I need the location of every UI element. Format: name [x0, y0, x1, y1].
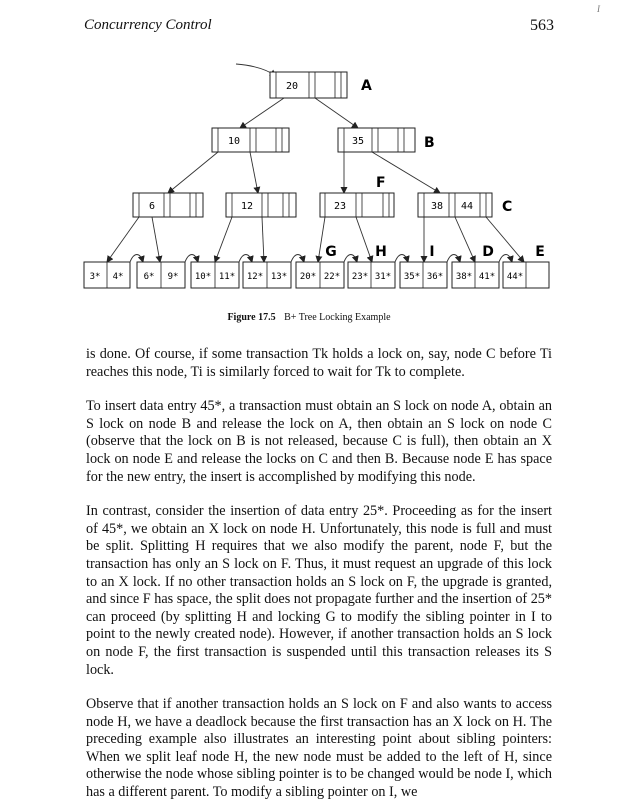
page-number: 563 [530, 17, 554, 34]
leaf-23-31 [348, 262, 395, 288]
figure-caption-text: B+ Tree Locking Example [284, 312, 391, 323]
key-12: 12 [240, 201, 254, 212]
figure-caption [0, 312, 618, 323]
leaf-entry: 44* [506, 272, 524, 282]
leaf-entry: 4* [112, 272, 124, 282]
leaf-entry: 13* [270, 272, 288, 282]
leaf-entry: 23* [351, 272, 369, 282]
bplus-tree-diagram [0, 0, 618, 310]
running-title: Concurrency Control [84, 17, 212, 33]
paragraph: To insert data entry 45*, a transaction must obtain an S lock on node A, obtain an S lock on node B and release the lock on A, then obtain an S lock on node C (observe that the lock on B is not released, because C is full), then obtain an X lock on node E and release the locks on C and then B. Because node E has space for the new entry, the insert is accomplished by modifying this node. [86, 398, 552, 485]
tree-node-35 [338, 128, 415, 152]
tree-node-38-44 [418, 193, 492, 217]
corner-mark: I [597, 4, 600, 14]
leaf-entry: 36* [426, 272, 444, 282]
paragraph: is done. Of course, if some transaction Tk holds a lock on, say, node C before Ti reaches this node, Ti is similarly forced to wait for Tk to complete. [86, 346, 552, 380]
leaf-entry: 38* [455, 272, 473, 282]
tree-node-12 [226, 193, 296, 217]
key-44: 44 [460, 201, 474, 212]
leaf-entry: 41* [478, 272, 496, 282]
figure-label: Figure 17.5 [227, 312, 276, 323]
leaf-entry: 11* [218, 272, 236, 282]
leaf-entry: 6* [143, 272, 155, 282]
node-label-c: C [502, 199, 513, 215]
leaf-35-36 [400, 262, 447, 288]
leaf-entry: 35* [403, 272, 421, 282]
key-10: 10 [227, 136, 241, 147]
leaf-10-11 [191, 262, 239, 288]
key-38: 38 [430, 201, 444, 212]
leaf-44 [503, 262, 549, 288]
node-label-d: D [482, 244, 494, 260]
leaf-entry: 22* [323, 272, 341, 282]
paragraph: In contrast, consider the insertion of data entry 25*. Proceeding as for the insert of 45*, we obtain an X lock on node H. Unfortunately, this node is full and must be split. Splitting H requires that we also modify the parent, node F, but the transaction has only an S lock on F. Thus, it must request an upgrade of this lock to an X lock. If no other transaction holds an S lock on F, the upgrade is granted, and since F has space, the split does not propagate further and the insertion of 25* can proceed (by splitting H and locking G to modify the sibling pointer in I to point to the newly created node). However, if another transaction holds an S lock on node F, the first transaction is suspended until this transaction releases its S lock. [86, 503, 552, 678]
leaf-entry: 10* [194, 272, 212, 282]
node-label-h: H [375, 244, 387, 260]
leaf-entry: 12* [246, 272, 264, 282]
leaf-entry: 3* [89, 272, 101, 282]
root-key: 20 [285, 81, 299, 92]
key-35: 35 [351, 136, 365, 147]
node-label-a: A [361, 78, 372, 94]
key-23: 23 [333, 201, 347, 212]
leaf-20-22 [296, 262, 344, 288]
key-6: 6 [148, 201, 156, 212]
tree-node-6 [133, 193, 203, 217]
tree-node-23 [320, 193, 394, 217]
body-text [86, 346, 552, 802]
tree-node-root [270, 72, 347, 98]
leaf-38-41 [452, 262, 499, 288]
node-label-i: I [429, 244, 435, 260]
leaf-12-13 [243, 262, 291, 288]
leaf-entry: 31* [374, 272, 392, 282]
node-label-e: E [535, 244, 545, 260]
node-label-f: F [376, 175, 386, 191]
tree-node-10 [212, 128, 289, 152]
leaf-6-9 [137, 262, 185, 288]
leaf-entry: 9* [167, 272, 179, 282]
leaf-3-4 [84, 262, 130, 288]
leaf-entry: 20* [299, 272, 317, 282]
paragraph: Observe that if another transaction holds an S lock on F and also wants to access node H, we have a deadlock because the first transaction has an X lock on H. The preceding example also illustrates an interesting point about sibling pointers: When we split leaf node H, the new node must be added to the left of H, since otherwise the node whose sibling pointer is to be changed would be node I, which has a different parent. To modify a sibling pointer on I, we [86, 696, 552, 801]
node-label-g: G [325, 244, 337, 260]
node-label-b: B [424, 135, 435, 151]
